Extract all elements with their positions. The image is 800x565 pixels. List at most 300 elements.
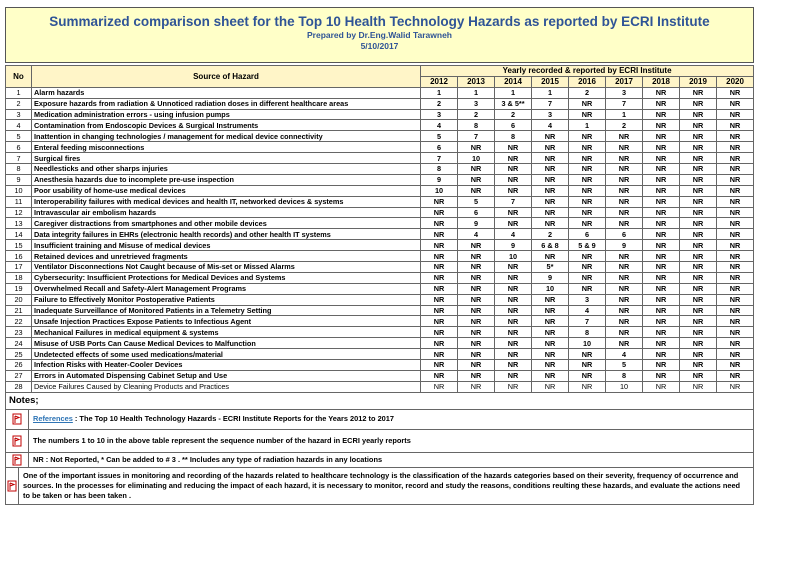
rank-cell-2013: NR [458,164,495,175]
year-header-2013: 2013 [458,76,495,87]
rank-cell-2017: NR [606,327,643,338]
row-number: 14 [6,229,32,240]
rank-cell-2016: NR [569,272,606,283]
rank-cell-2017: NR [606,196,643,207]
rank-cell-2019: NR [680,185,717,196]
rank-cell-2018: NR [643,327,680,338]
table-row [6,272,754,283]
rank-cell-2016: 7 [569,316,606,327]
rank-cell-2016: 4 [569,305,606,316]
rank-cell-2013: NR [458,370,495,381]
hazard-source: Needlesticks and other sharps injuries [32,164,421,175]
table-row [6,251,754,262]
rank-cell-2019: NR [680,251,717,262]
rank-cell-2020: NR [717,185,754,196]
rank-cell-2020: NR [717,229,754,240]
rank-cell-2018: NR [643,370,680,381]
table-row [6,229,754,240]
rank-cell-2017: NR [606,305,643,316]
rank-cell-2016: NR [569,185,606,196]
hazard-source: Misuse of USB Ports Can Cause Medical Devices to Malfunction [32,338,421,349]
rank-cell-2017: 1 [606,109,643,120]
rank-cell-2014: 3 & 5** [495,98,532,109]
rank-cell-2020: NR [717,283,754,294]
rank-cell-2015: NR [532,207,569,218]
rank-cell-2014: NR [495,283,532,294]
rank-cell-2016: NR [569,164,606,175]
rank-cell-2015: NR [532,305,569,316]
rank-cell-2020: NR [717,196,754,207]
hazard-source: Overwhelmed Recall and Safety-Alert Management Programs [32,283,421,294]
row-number: 21 [6,305,32,316]
rank-cell-2015: NR [532,131,569,142]
rank-cell-2016: 5 & 9 [569,240,606,251]
title-box [5,7,754,63]
table-row [6,109,754,120]
rank-cell-2015: 1 [532,87,569,98]
row-number: 10 [6,185,32,196]
rank-cell-2014: 7 [495,196,532,207]
rank-cell-2016: NR [569,131,606,142]
rank-cell-2016: NR [569,207,606,218]
rank-cell-2012: NR [421,349,458,360]
rank-cell-2014: 4 [495,229,532,240]
rank-cell-2019: NR [680,294,717,305]
rank-cell-2019: NR [680,316,717,327]
hazard-source: Ventilator Disconnections Not Caught because of Mis-set or Missed Alarms [32,262,421,273]
rank-cell-2017: NR [606,153,643,164]
hazard-source: Exposure hazards from radiation & Unnoticed radiation doses in different healthcare areas [32,98,421,109]
hazard-source: Anesthesia hazards due to incomplete pre-use inspection [32,174,421,185]
table-row [6,98,754,109]
rank-cell-2015: NR [532,174,569,185]
table-row [6,153,754,164]
rank-cell-2018: NR [643,185,680,196]
rank-cell-2020: NR [717,142,754,153]
rank-cell-2019: NR [680,120,717,131]
rank-cell-2012: 6 [421,142,458,153]
rank-cell-2018: NR [643,164,680,175]
rank-cell-2012: NR [421,218,458,229]
rank-cell-2012: NR [421,251,458,262]
col-group-header: Yearly recorded & reported by ECRI Institute [421,66,754,77]
rank-cell-2013: NR [458,262,495,273]
year-header-2020: 2020 [717,76,754,87]
rank-cell-2015: 4 [532,120,569,131]
rank-cell-2013: 1 [458,87,495,98]
rank-cell-2012: NR [421,294,458,305]
rank-cell-2012: NR [421,338,458,349]
rank-cell-2013: 6 [458,207,495,218]
year-header-2018: 2018 [643,76,680,87]
row-number: 23 [6,327,32,338]
rank-cell-2016: NR [569,251,606,262]
rank-cell-2018: NR [643,87,680,98]
rank-cell-2014: NR [495,272,532,283]
col-source-header: Source of Hazard [32,66,421,88]
rank-cell-2020: NR [717,87,754,98]
row-number: 20 [6,294,32,305]
rank-cell-2015: 2 [532,229,569,240]
hazard-source: Undetected effects of some used medications/material [32,349,421,360]
rank-cell-2019: NR [680,305,717,316]
rank-cell-2017: NR [606,207,643,218]
row-number: 7 [6,153,32,164]
rank-cell-2013: 7 [458,131,495,142]
row-number: 5 [6,131,32,142]
row-number: 1 [6,87,32,98]
table-row [6,240,754,251]
hazard-source: Infection Risks with Heater-Cooler Devices [32,360,421,371]
rank-cell-2015: 10 [532,283,569,294]
row-number: 4 [6,120,32,131]
hazard-source: Inadequate Surveillance of Monitored Patients in a Telemetry Setting [32,305,421,316]
row-number: 2 [6,98,32,109]
table-row [6,131,754,142]
year-header-2015: 2015 [532,76,569,87]
rank-cell-2018: NR [643,131,680,142]
hazard-table [5,65,754,393]
rank-cell-2016: NR [569,370,606,381]
rank-cell-2015: 6 & 8 [532,240,569,251]
table-row [6,305,754,316]
hazard-source: Contamination from Endoscopic Devices & Surgical Instruments [32,120,421,131]
table-row [6,207,754,218]
author-line: Prepared by Dr.Eng.Walid Tarawneh [306,30,452,40]
rank-cell-2013: NR [458,349,495,360]
rank-cell-2012: NR [421,229,458,240]
row-number: 18 [6,272,32,283]
rank-cell-2013: NR [458,381,495,392]
rank-cell-2018: NR [643,240,680,251]
rank-cell-2020: NR [717,272,754,283]
rank-cell-2015: NR [532,327,569,338]
rank-cell-2014: 6 [495,120,532,131]
flag-icon [6,453,29,467]
rank-cell-2016: NR [569,349,606,360]
table-row [6,218,754,229]
rank-cell-2018: NR [643,316,680,327]
hazard-source: Medication administration errors - using infusion pumps [32,109,421,120]
rank-cell-2014: NR [495,338,532,349]
table-row [6,283,754,294]
rank-cell-2013: 5 [458,196,495,207]
hazard-source: Retained devices and unretrieved fragments [32,251,421,262]
rank-cell-2018: NR [643,229,680,240]
rank-cell-2018: NR [643,305,680,316]
rank-cell-2017: NR [606,294,643,305]
rank-cell-2014: NR [495,381,532,392]
rank-cell-2017: NR [606,174,643,185]
rank-cell-2016: NR [569,283,606,294]
rank-cell-2019: NR [680,174,717,185]
hazard-source: Cybersecurity: Insufficient Protections for Medical Devices and Systems [32,272,421,283]
rank-cell-2015: NR [532,360,569,371]
hazard-source: Unsafe Injection Practices Expose Patients to Infectious Agent [32,316,421,327]
rank-cell-2014: NR [495,164,532,175]
rank-cell-2015: NR [532,142,569,153]
rank-cell-2020: NR [717,120,754,131]
rank-cell-2015: NR [532,251,569,262]
rank-cell-2015: NR [532,349,569,360]
sheet-title: Summarized comparison sheet for the Top 10 Health Technology Hazards as reported by ECRI Institute [49,14,710,29]
rank-cell-2016: NR [569,153,606,164]
rank-cell-2012: NR [421,262,458,273]
rank-cell-2019: NR [680,338,717,349]
rank-cell-2014: 8 [495,131,532,142]
rank-cell-2015: 3 [532,109,569,120]
rank-cell-2019: NR [680,327,717,338]
rank-cell-2020: NR [717,240,754,251]
rank-cell-2014: NR [495,316,532,327]
rank-cell-2016: NR [569,196,606,207]
rank-cell-2013: NR [458,251,495,262]
rank-cell-2016: 6 [569,229,606,240]
flag-icon [6,430,29,452]
year-header-2016: 2016 [569,76,606,87]
rank-cell-2015: 7 [532,98,569,109]
row-number: 22 [6,316,32,327]
rank-cell-2017: NR [606,283,643,294]
note-row-references [5,410,754,430]
rank-cell-2013: NR [458,272,495,283]
rank-cell-2018: NR [643,283,680,294]
rank-cell-2019: NR [680,164,717,175]
rank-cell-2019: NR [680,272,717,283]
row-number: 24 [6,338,32,349]
hazard-source: Surgical fires [32,153,421,164]
rank-cell-2014: NR [495,370,532,381]
table-row [6,185,754,196]
rank-cell-2014: NR [495,360,532,371]
rank-cell-2012: NR [421,327,458,338]
rank-cell-2013: NR [458,316,495,327]
table-row [6,87,754,98]
rank-cell-2019: NR [680,131,717,142]
rank-cell-2020: NR [717,164,754,175]
rank-cell-2012: NR [421,283,458,294]
rank-cell-2015: NR [532,185,569,196]
rank-cell-2016: 1 [569,120,606,131]
rank-cell-2014: 9 [495,240,532,251]
rank-cell-2014: NR [495,207,532,218]
rank-cell-2017: 6 [606,229,643,240]
rank-cell-2018: NR [643,338,680,349]
rank-cell-2013: 8 [458,120,495,131]
rank-cell-2012: 8 [421,164,458,175]
rank-cell-2012: 1 [421,87,458,98]
table-row [6,349,754,360]
row-number: 15 [6,240,32,251]
rank-cell-2014: 2 [495,109,532,120]
rank-cell-2018: NR [643,196,680,207]
rank-cell-2019: NR [680,98,717,109]
rank-cell-2016: NR [569,218,606,229]
rank-cell-2015: NR [532,381,569,392]
table-row [6,381,754,392]
rank-cell-2012: NR [421,316,458,327]
rank-cell-2020: NR [717,305,754,316]
table-row [6,327,754,338]
rank-cell-2019: NR [680,87,717,98]
rank-cell-2018: NR [643,360,680,371]
note-row-numbers [5,430,754,453]
rank-cell-2012: NR [421,305,458,316]
table-row [6,174,754,185]
references-text: : The Top 10 Health Technology Hazards - ECRI Institute Reports for the Years 2012 to 2017 [72,414,395,424]
row-number: 9 [6,174,32,185]
rank-cell-2019: NR [680,218,717,229]
rank-cell-2017: NR [606,164,643,175]
rank-cell-2015: NR [532,153,569,164]
rank-cell-2020: NR [717,338,754,349]
rank-cell-2020: NR [717,98,754,109]
hazard-source: Poor usability of home-use medical devices [32,185,421,196]
rank-cell-2014: NR [495,218,532,229]
table-row [6,294,754,305]
table-row [6,120,754,131]
rank-cell-2013: NR [458,305,495,316]
flag-icon [6,410,29,429]
note-references [29,412,398,426]
rank-cell-2018: NR [643,98,680,109]
rank-cell-2015: NR [532,294,569,305]
hazard-source: Alarm hazards [32,87,421,98]
rank-cell-2015: NR [532,338,569,349]
rank-cell-2017: NR [606,185,643,196]
rank-cell-2016: NR [569,381,606,392]
rank-cell-2018: NR [643,218,680,229]
row-number: 6 [6,142,32,153]
rank-cell-2014: NR [495,349,532,360]
rank-cell-2017: NR [606,131,643,142]
rank-cell-2012: 9 [421,174,458,185]
rank-cell-2020: NR [717,218,754,229]
rank-cell-2018: NR [643,381,680,392]
note-numbers: The numbers 1 to 10 in the above table represent the sequence number of the hazard in ECRI yearly reports [33,435,411,445]
rank-cell-2018: NR [643,272,680,283]
row-number: 16 [6,251,32,262]
table-row [6,370,754,381]
rank-cell-2020: NR [717,153,754,164]
note-row-summary [5,468,754,505]
hazard-source: Mechanical Failures in medical equipment & systems [32,327,421,338]
rank-cell-2013: NR [458,174,495,185]
rank-cell-2016: NR [569,109,606,120]
rank-cell-2012: NR [421,381,458,392]
rank-cell-2012: 2 [421,98,458,109]
rank-cell-2020: NR [717,370,754,381]
rank-cell-2019: NR [680,381,717,392]
hazard-source: Intravascular air embolism hazards [32,207,421,218]
rank-cell-2016: 2 [569,87,606,98]
table-row [6,316,754,327]
note-summary: One of the important issues in monitoring and recording of the hazards related to healthcare technology is the classification of the hazards categories based on their severity, frequency of occurrence and sources. In the processes for eliminating and reducing the impact of each hazard, it is necessary to monitor, record and study the reasons, conditions reulting these hazards, and evaluate the actions need to be taken or has been taken . [23,470,741,500]
rank-cell-2019: NR [680,240,717,251]
table-body [6,87,754,392]
rank-cell-2017: 4 [606,349,643,360]
row-number: 8 [6,164,32,175]
rank-cell-2012: 4 [421,120,458,131]
rank-cell-2014: NR [495,327,532,338]
hazard-source: Device Failures Caused by Cleaning Products and Practices [32,381,421,392]
rank-cell-2019: NR [680,196,717,207]
rank-cell-2012: 10 [421,185,458,196]
rank-cell-2016: NR [569,142,606,153]
table-row [6,360,754,371]
table-row [6,142,754,153]
rank-cell-2013: NR [458,294,495,305]
year-header-2014: 2014 [495,76,532,87]
rank-cell-2018: NR [643,251,680,262]
row-number: 25 [6,349,32,360]
rank-cell-2014: NR [495,142,532,153]
rank-cell-2017: 7 [606,98,643,109]
rank-cell-2017: 5 [606,360,643,371]
rank-cell-2020: NR [717,316,754,327]
rank-cell-2013: NR [458,240,495,251]
rank-cell-2017: NR [606,338,643,349]
rank-cell-2016: NR [569,98,606,109]
notes-heading: Notes; [5,393,754,410]
rank-cell-2013: NR [458,283,495,294]
hazard-source: Failure to Effectively Monitor Postoperative Patients [32,294,421,305]
rank-cell-2012: 3 [421,109,458,120]
rank-cell-2014: NR [495,305,532,316]
rank-cell-2018: NR [643,294,680,305]
rank-cell-2013: 4 [458,229,495,240]
rank-cell-2016: 8 [569,327,606,338]
rank-cell-2018: NR [643,153,680,164]
rank-cell-2015: NR [532,316,569,327]
rank-cell-2020: NR [717,327,754,338]
rank-cell-2012: NR [421,272,458,283]
rank-cell-2017: 10 [606,381,643,392]
rank-cell-2017: 2 [606,120,643,131]
hazard-source: Enteral feeding misconnections [32,142,421,153]
rank-cell-2018: NR [643,109,680,120]
rank-cell-2018: NR [643,142,680,153]
references-link[interactable]: References [33,414,73,424]
rank-cell-2019: NR [680,109,717,120]
rank-cell-2016: NR [569,174,606,185]
hazard-source: Errors in Automated Dispensing Cabinet Setup and Use [32,370,421,381]
note-legend: NR : Not Reported, * Can be added to # 3 . ** Includes any type of radiation hazards in any locations [33,454,383,464]
hazard-source: Data integrity failures in EHRs (electronic health records) and other health IT systems [32,229,421,240]
rank-cell-2014: NR [495,185,532,196]
rank-cell-2017: NR [606,142,643,153]
rank-cell-2012: 7 [421,153,458,164]
year-header-2019: 2019 [680,76,717,87]
rank-cell-2013: NR [458,360,495,371]
rank-cell-2019: NR [680,229,717,240]
rank-cell-2018: NR [643,174,680,185]
rank-cell-2016: NR [569,262,606,273]
hazard-source: Inattention in changing technologies / management for medical device connectivity [32,131,421,142]
rank-cell-2014: NR [495,174,532,185]
flag-icon [6,468,19,504]
row-number: 12 [6,207,32,218]
rank-cell-2019: NR [680,153,717,164]
year-header-2012: 2012 [421,76,458,87]
rank-cell-2017: 9 [606,240,643,251]
rank-cell-2020: NR [717,207,754,218]
rank-cell-2020: NR [717,251,754,262]
rank-cell-2012: NR [421,360,458,371]
rank-cell-2014: NR [495,153,532,164]
rank-cell-2014: 1 [495,87,532,98]
rank-cell-2014: NR [495,294,532,305]
